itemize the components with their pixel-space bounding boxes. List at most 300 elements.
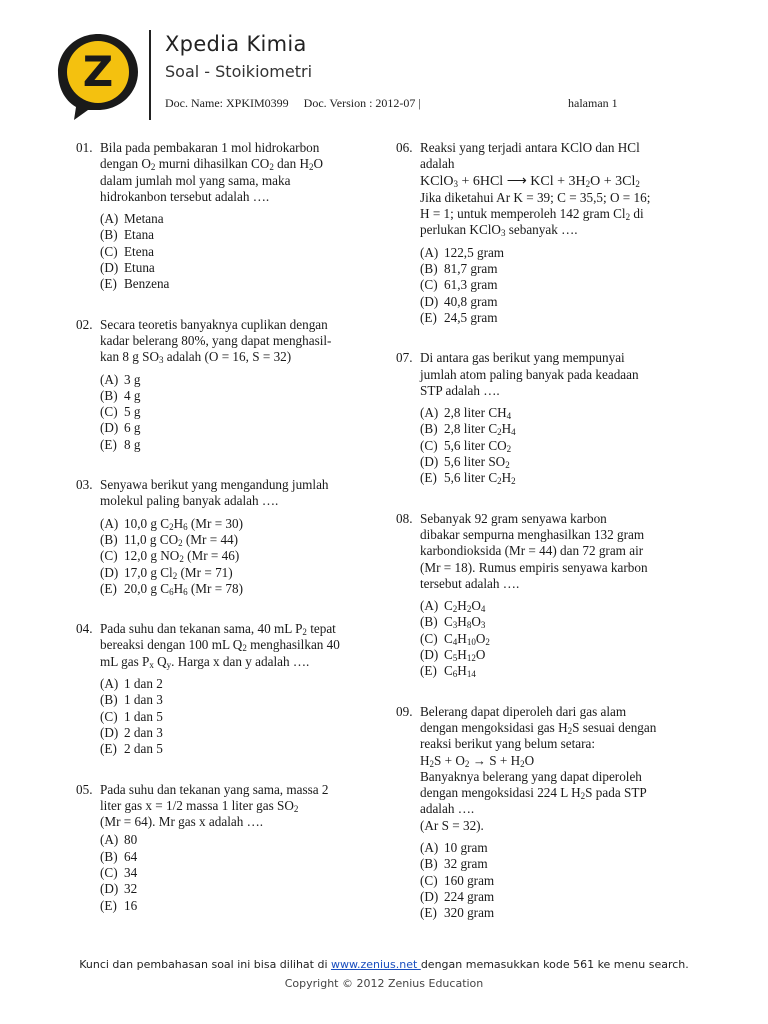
text-seg: tepat	[306, 621, 336, 637]
option-letter: (D)	[100, 881, 119, 897]
text-seg: perlukan KClO	[420, 222, 501, 238]
text-seg: 5,6 liter SO	[444, 454, 506, 470]
text-seg: H = 1; untuk memperoleh 142 gram Cl	[420, 206, 626, 222]
option-a[interactable]	[420, 598, 696, 614]
reaction-arrow-icon: ⟶	[506, 173, 527, 189]
option-d[interactable]	[100, 565, 376, 581]
option-text: 80	[124, 832, 138, 848]
option-a[interactable]	[100, 832, 376, 848]
option-letter: (D)	[420, 293, 439, 309]
subscript: 2	[172, 570, 178, 581]
option-text: Etana	[124, 227, 155, 243]
option-d[interactable]	[100, 725, 376, 741]
subscript: 2	[452, 604, 458, 615]
text-seg: 12,0 g NO	[124, 548, 180, 564]
question-text	[100, 477, 376, 510]
option-letter: (E)	[100, 580, 117, 596]
subscript: 2	[293, 803, 299, 814]
subscript: 2	[580, 791, 586, 802]
subscript: 3	[480, 620, 486, 631]
option-c[interactable]	[100, 865, 376, 881]
doc-name: Doc. Name: XPKIM0399	[165, 96, 289, 110]
option-text	[444, 470, 516, 486]
option-letter: (C)	[100, 864, 118, 880]
text-line: adalah ….	[420, 801, 475, 817]
option-e[interactable]	[100, 898, 376, 914]
option-text	[444, 647, 485, 663]
option-text	[444, 663, 476, 679]
page-number: halaman 1	[568, 96, 618, 110]
option-letter: (A)	[100, 676, 119, 692]
text-seg: (Mr = 44)	[182, 531, 239, 547]
subscript: 2	[464, 758, 470, 769]
text-seg: kan 8 g SO	[100, 349, 159, 365]
question-number: 03.	[76, 477, 93, 493]
option-c[interactable]	[420, 873, 696, 889]
question-08	[396, 511, 696, 680]
option-text	[124, 548, 239, 564]
option-text: 16	[124, 897, 138, 913]
text-seg: liter gas x = 1/2 massa 1 liter gas SO	[100, 797, 294, 813]
reaction-equation	[420, 753, 534, 768]
text-seg: (Mr = 46)	[183, 548, 240, 564]
option-letter: (A)	[100, 515, 119, 531]
option-letter: (B)	[100, 387, 118, 403]
text-seg: dengan mengoksidasi gas H	[420, 719, 568, 735]
question-07	[396, 350, 696, 486]
question-number: 07.	[396, 350, 413, 366]
option-letter: (A)	[420, 244, 439, 260]
option-text: Metana	[124, 211, 164, 227]
header-divider	[149, 30, 151, 120]
subscript: 2	[429, 758, 435, 769]
text-line: Secara teoretis banyaknya cuplikan dengan	[100, 316, 328, 332]
text-seg: O	[471, 614, 481, 630]
question-text	[100, 621, 376, 670]
subscript: 2	[466, 604, 472, 615]
subscript: 8	[466, 620, 472, 631]
option-letter: (B)	[420, 856, 438, 872]
text-seg: H	[501, 470, 512, 486]
option-list	[420, 405, 696, 486]
option-d[interactable]	[420, 454, 696, 470]
option-letter: (E)	[100, 436, 117, 452]
text-seg: → S + H	[469, 752, 521, 768]
text-line: kadar belerang 80%, yang dapat menghasil-	[100, 332, 332, 348]
question-number: 04.	[76, 621, 93, 637]
option-letter: (B)	[100, 692, 118, 708]
subscript: 2	[179, 554, 184, 565]
option-text	[124, 532, 238, 548]
option-letter: (D)	[100, 420, 119, 436]
option-letter: (C)	[100, 708, 118, 724]
subscript: 3	[453, 178, 458, 189]
option-letter: (A)	[420, 598, 439, 614]
option-b[interactable]	[100, 849, 376, 865]
option-letter: (C)	[420, 872, 438, 888]
option-letter: (A)	[100, 832, 119, 848]
option-letter: (E)	[420, 905, 437, 921]
text-seg: H	[457, 598, 467, 614]
option-text: 1 dan 5	[124, 708, 163, 724]
question-05	[76, 782, 376, 914]
option-b[interactable]	[100, 692, 376, 708]
text-seg: 5,6 liter C	[444, 470, 498, 486]
option-letter: (A)	[420, 405, 439, 421]
option-letter: (D)	[100, 564, 119, 580]
text-line: Pada suhu dan tekanan yang sama, massa 2	[100, 781, 329, 797]
option-letter: (E)	[420, 470, 437, 486]
option-letter: (D)	[420, 454, 439, 470]
option-letter: (C)	[100, 548, 118, 564]
option-a[interactable]	[100, 372, 376, 388]
subscript: 2	[520, 758, 525, 769]
option-letter: (E)	[420, 663, 437, 679]
option-list	[100, 832, 376, 913]
subscript: 2	[169, 521, 174, 532]
text-seg: + 6HCl	[457, 173, 507, 189]
text-seg: KCl + 3H	[526, 173, 586, 189]
option-a[interactable]	[420, 405, 696, 421]
question-number: 08.	[396, 510, 413, 526]
option-text	[444, 405, 511, 421]
option-d[interactable]	[420, 889, 696, 905]
option-e[interactable]	[100, 276, 376, 292]
text-seg: 10,0 g C	[124, 515, 170, 531]
option-letter: (A)	[420, 839, 439, 855]
text-line: (Mr = 64). Mr gas x adalah ….	[100, 814, 264, 830]
option-c[interactable]	[420, 438, 696, 454]
option-b[interactable]	[100, 227, 376, 243]
right-column	[396, 140, 696, 921]
option-c[interactable]	[100, 709, 376, 725]
option-text: 4 g	[124, 387, 141, 403]
option-c[interactable]	[420, 277, 696, 293]
text-seg: O	[471, 598, 481, 614]
question-02	[76, 317, 376, 453]
text-seg: O	[475, 630, 486, 646]
text-seg: 20,0 g C	[124, 580, 170, 596]
option-text	[444, 631, 490, 647]
option-text	[124, 516, 243, 532]
zenius-logo-icon	[54, 30, 142, 122]
option-e[interactable]	[420, 310, 696, 326]
question-06	[396, 140, 696, 326]
option-e[interactable]	[420, 470, 696, 486]
option-c[interactable]	[100, 244, 376, 260]
text-line: Belerang dapat diperoleh dari gas alam	[420, 703, 627, 719]
text-line: (Ar S = 32).	[420, 817, 484, 833]
text-seg: H	[501, 421, 512, 437]
text-seg: H	[457, 614, 467, 630]
question-text	[100, 140, 376, 205]
option-c[interactable]	[100, 548, 376, 564]
text-seg: adalah (O = 16, S = 32)	[163, 349, 292, 365]
subscript: 2	[302, 627, 307, 638]
option-letter: (B)	[420, 421, 438, 437]
option-text	[444, 598, 485, 614]
option-e[interactable]	[100, 581, 376, 597]
zenius-link[interactable]: www.zenius.net	[331, 958, 421, 971]
option-letter: (C)	[420, 437, 438, 453]
option-list	[100, 211, 376, 292]
text-line: jumlah atom paling banyak pada keadaan	[420, 366, 639, 382]
option-letter: (E)	[100, 741, 117, 757]
text-seg: mL gas P	[100, 653, 150, 669]
option-d[interactable]	[100, 420, 376, 436]
subscript: y	[166, 659, 172, 670]
left-column	[76, 140, 376, 914]
option-letter: (B)	[100, 848, 118, 864]
subscript: 2	[497, 427, 502, 438]
option-letter: (E)	[420, 309, 437, 325]
text-seg: C	[444, 647, 453, 663]
option-b[interactable]	[420, 421, 696, 437]
option-text: 224 gram	[444, 888, 495, 904]
page-subtitle: Soal - Stoikiometri	[165, 62, 313, 81]
text-line: Jika diketahui Ar K = 39; C = 35,5; O = 16;	[420, 189, 651, 205]
option-list	[100, 516, 376, 597]
text-line: Senyawa berikut yang mengandung jumlah	[100, 477, 329, 493]
subscript: 2	[485, 636, 490, 647]
option-text: 34	[124, 864, 138, 880]
text-line: reaksi berikut yang belum setara:	[420, 736, 596, 752]
option-letter: (D)	[420, 647, 439, 663]
text-seg: di	[630, 206, 644, 222]
option-text: 1 dan 3	[124, 692, 163, 708]
text-seg: H	[173, 580, 184, 596]
subscript: 3	[452, 620, 458, 631]
subscript: 6	[183, 586, 188, 597]
text-seg: (Mr = 30)	[187, 515, 244, 531]
subscript: 5	[452, 653, 458, 664]
option-letter: (B)	[100, 531, 118, 547]
subscript: 4	[506, 411, 512, 422]
text-seg: bereaksi dengan 100 mL Q	[100, 637, 243, 653]
text-line: Sebanyak 92 gram senyawa karbon	[420, 510, 607, 526]
text-seg: H	[457, 663, 467, 679]
option-b[interactable]	[100, 532, 376, 548]
option-c[interactable]	[420, 631, 696, 647]
option-b[interactable]	[420, 614, 696, 630]
option-a[interactable]	[100, 516, 376, 532]
option-text	[444, 614, 485, 630]
text-seg: KClO	[420, 173, 454, 189]
subscript: 2	[497, 476, 502, 487]
text-seg: Pada suhu dan tekanan sama, 40 mL P	[100, 621, 303, 637]
option-c[interactable]	[100, 404, 376, 420]
footer-note	[0, 958, 768, 971]
option-letter: (E)	[100, 897, 117, 913]
doc-info	[165, 96, 433, 111]
text-seg: (Mr = 78)	[187, 580, 244, 596]
text-seg: S pada STP	[585, 785, 647, 801]
question-text	[420, 140, 696, 239]
option-letter: (D)	[100, 724, 119, 740]
option-letter: (E)	[100, 276, 117, 292]
subscript: 2	[178, 537, 183, 548]
question-number: 02.	[76, 316, 93, 332]
question-text	[420, 704, 696, 834]
option-text: 3 g	[124, 371, 141, 387]
question-text	[100, 317, 376, 366]
option-letter: (B)	[420, 614, 438, 630]
option-d[interactable]	[100, 881, 376, 897]
option-letter: (B)	[420, 261, 438, 277]
subscript: 2	[585, 178, 591, 189]
text-seg: C	[444, 663, 453, 679]
question-03	[76, 477, 376, 597]
text-seg: murni dihasilkan CO	[155, 156, 270, 172]
copyright: Copyright © 2012 Zenius Education	[284, 977, 484, 990]
text-seg: (Mr = 71)	[177, 564, 233, 580]
subscript: 4	[480, 604, 486, 615]
question-text	[100, 782, 376, 831]
option-text: 2 dan 3	[124, 724, 163, 740]
option-d[interactable]	[420, 294, 696, 310]
option-text: 24,5 gram	[444, 309, 498, 325]
subscript: 10	[466, 636, 476, 647]
doc-version: Doc. Version : 2012-07 |	[303, 96, 421, 110]
option-letter: (A)	[100, 371, 119, 387]
option-text	[444, 454, 510, 470]
option-e[interactable]	[100, 437, 376, 453]
text-line: Bila pada pembakaran 1 mol hidrokarbon	[100, 140, 320, 155]
option-text	[124, 581, 243, 597]
option-text	[124, 565, 233, 581]
option-list	[100, 372, 376, 453]
text-seg: O	[475, 647, 486, 663]
text-line: Di antara gas berikut yang mempunyai	[420, 350, 625, 366]
option-d[interactable]	[420, 647, 696, 663]
text-line: Reaksi yang terjadi antara KClO dan HCl	[420, 140, 640, 155]
subscript: 14	[466, 669, 476, 680]
option-text	[444, 421, 516, 437]
text-seg: H	[457, 647, 467, 663]
text-line: molekul paling banyak adalah ….	[100, 493, 279, 509]
question-09	[396, 704, 696, 922]
option-e[interactable]	[100, 741, 376, 757]
option-text: 10 gram	[444, 839, 488, 855]
subscript: 2	[242, 643, 247, 654]
question-01	[76, 140, 376, 293]
text-line: Banyaknya belerang yang dapat diperoleh	[420, 768, 642, 784]
option-a[interactable]	[420, 840, 696, 856]
text-line: STP adalah ….	[420, 382, 500, 398]
text-seg: H	[173, 515, 184, 531]
text-seg: H	[420, 752, 430, 768]
reaction-equation	[420, 174, 640, 189]
text-seg: menghasilkan 40	[246, 637, 340, 653]
subscript: 2	[635, 178, 640, 189]
text-seg: S sesuai dengan	[572, 719, 657, 735]
option-text: 32 gram	[444, 856, 488, 872]
text-seg: H	[457, 630, 467, 646]
subscript: 3	[500, 228, 506, 239]
text-line: dalam jumlah mol yang sama, maka	[100, 172, 291, 188]
question-04	[76, 621, 376, 757]
option-text: 32	[124, 881, 138, 897]
text-seg: C	[444, 598, 453, 614]
text-seg: S + O	[434, 752, 465, 768]
subscript: x	[149, 659, 154, 670]
text-line: (Mr = 18). Rumus empiris senyawa karbon	[420, 559, 648, 575]
text-line: hidrokanbon tersebut adalah ….	[100, 188, 270, 204]
text-seg: dan H	[273, 156, 309, 172]
text-seg: . Harga x dan y adalah ….	[171, 653, 310, 669]
option-e[interactable]	[420, 905, 696, 921]
subscript: 6	[169, 586, 174, 597]
option-text: 160 gram	[444, 872, 495, 888]
text-seg: 2,8 liter C	[444, 421, 498, 437]
text-line: adalah	[420, 156, 455, 172]
text-line: dibakar sempurna menghasilkan 132 gram	[420, 526, 645, 542]
option-b[interactable]	[420, 261, 696, 277]
option-a[interactable]	[100, 211, 376, 227]
question-number: 09.	[396, 703, 413, 719]
subscript: 2	[150, 162, 156, 173]
text-seg: 2,8 liter CH	[444, 405, 507, 421]
text-seg: O + 3Cl	[590, 173, 636, 189]
subscript: 2	[505, 460, 510, 471]
option-b[interactable]	[100, 388, 376, 404]
option-letter: (C)	[100, 243, 118, 259]
option-text: 6 g	[124, 420, 141, 436]
option-letter: (C)	[420, 630, 438, 646]
option-list	[420, 598, 696, 679]
option-text: Etuna	[124, 260, 155, 276]
option-letter: (B)	[100, 227, 118, 243]
option-text: 5 g	[124, 404, 141, 420]
option-letter: (C)	[100, 404, 118, 420]
option-text	[444, 438, 511, 454]
text-seg: 11,0 g CO	[124, 531, 179, 547]
option-letter: (C)	[420, 277, 438, 293]
footer-text: Kunci dan pembahasan soal ini bisa dilihat di	[79, 958, 332, 971]
option-text: Etena	[124, 243, 155, 259]
subscript: 4	[452, 636, 458, 647]
option-a[interactable]	[100, 676, 376, 692]
subscript: 3	[158, 355, 164, 366]
option-e[interactable]	[420, 663, 696, 679]
option-text: 81,7 gram	[444, 261, 498, 277]
question-number: 01.	[76, 140, 93, 155]
option-text: 320 gram	[444, 905, 495, 921]
option-list	[420, 245, 696, 326]
logo-letter: Z	[82, 47, 114, 96]
subscript: 2	[309, 162, 314, 173]
option-b[interactable]	[420, 856, 696, 872]
option-letter: (D)	[100, 260, 119, 276]
subscript: 2	[511, 476, 516, 487]
text-seg: O	[524, 752, 535, 768]
option-text: 2 dan 5	[124, 741, 163, 757]
option-text: 40,8 gram	[444, 293, 498, 309]
option-d[interactable]	[100, 260, 376, 276]
brand-title: Xpedia Kimia	[165, 32, 307, 56]
option-text: Benzena	[124, 276, 170, 292]
text-line: tersebut adalah ….	[420, 575, 520, 591]
option-a[interactable]	[420, 245, 696, 261]
question-number: 06.	[396, 140, 413, 155]
subscript: 2	[269, 162, 274, 173]
text-seg: C	[444, 614, 453, 630]
option-text: 122,5 gram	[444, 244, 505, 260]
subscript: 2	[506, 443, 512, 454]
text-seg: O	[313, 156, 324, 172]
subscript: 6	[452, 669, 458, 680]
option-text: 1 dan 2	[124, 676, 163, 692]
